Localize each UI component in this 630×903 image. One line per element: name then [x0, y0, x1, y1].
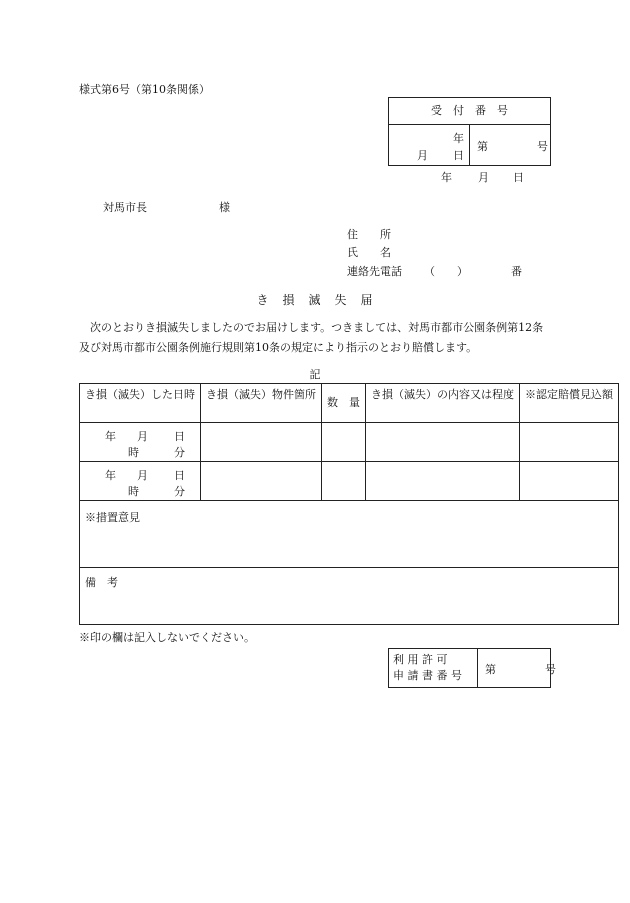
remarks-cell[interactable]	[80, 568, 619, 625]
phone-label: 連絡先電話	[347, 265, 402, 278]
content-cell[interactable]	[366, 462, 520, 501]
row2-month: 月	[137, 469, 148, 482]
col-header-location: き損（滅失）物件箇所	[201, 384, 322, 423]
footnote: ※印の欄は記入しないでください。	[79, 631, 255, 644]
row2-hour: 時	[128, 485, 139, 498]
form-number: 様式第6号（第10条関係）	[79, 83, 210, 96]
permit-number-cell	[478, 649, 556, 688]
address-label: 住 所	[347, 228, 391, 241]
receipt-date-cell	[389, 125, 470, 166]
receipt-month: 月	[417, 149, 428, 162]
row2-minute: 分	[174, 485, 185, 498]
detail-table	[79, 383, 619, 625]
measures-label: ※措置意見	[85, 511, 140, 524]
estimate-cell	[520, 462, 619, 501]
estimate-cell	[520, 423, 619, 462]
quantity-cell[interactable]	[322, 462, 366, 501]
col-header-quantity: 数 量	[322, 384, 366, 423]
table-row	[80, 462, 619, 501]
permit-label-line2: 申 請 書 番 号	[393, 669, 462, 682]
receipt-number-cell	[470, 125, 551, 166]
content-cell[interactable]	[366, 423, 520, 462]
row2-day: 日	[174, 469, 185, 482]
body-text: 次のとおりき損滅失しましたのでお届けします。つきましては、対馬市都市公園条例第12条及び対馬市都市公園条例施行規則第10条の規定により指示のとおり賠償します。	[79, 321, 544, 354]
receipt-year: 年	[453, 132, 464, 145]
submit-day: 日	[513, 171, 524, 184]
quantity-cell[interactable]	[322, 423, 366, 462]
permit-number-prefix: 第	[485, 663, 496, 676]
measures-cell	[80, 501, 619, 568]
remarks-label: 備 考	[85, 576, 118, 589]
row1-year: 年	[105, 430, 116, 443]
datetime-cell[interactable]	[80, 462, 201, 501]
receipt-number-suffix: 号	[537, 140, 548, 153]
name-label: 氏 名	[347, 246, 391, 259]
submit-month: 月	[478, 171, 489, 184]
row1-day: 日	[174, 430, 185, 443]
page-title: き 損 滅 失 届	[256, 293, 374, 307]
table-row	[80, 423, 619, 462]
location-cell[interactable]	[201, 462, 322, 501]
receipt-header: 受 付 番 号	[389, 98, 551, 125]
location-cell[interactable]	[201, 423, 322, 462]
receipt-day: 日	[453, 149, 464, 162]
receipt-number-prefix: 第	[477, 140, 488, 153]
row1-minute: 分	[174, 446, 185, 459]
permit-number-box	[388, 648, 556, 688]
row1-hour: 時	[128, 446, 139, 459]
phone-area-code: （ ）	[424, 265, 468, 278]
permit-number-suffix: 号	[545, 663, 556, 676]
phone-ban: 番	[511, 265, 522, 278]
receipt-number-box	[388, 97, 551, 166]
submit-year: 年	[441, 171, 452, 184]
datetime-cell[interactable]	[80, 423, 201, 462]
col-header-datetime: き損（滅失）した日時	[80, 384, 201, 423]
row1-month: 月	[137, 430, 148, 443]
col-header-content: き損（滅失）の内容又は程度	[366, 384, 520, 423]
permit-label-line1: 利 用 許 可	[393, 653, 448, 666]
addressee-honorific: 様	[219, 201, 230, 214]
row2-year: 年	[105, 469, 116, 482]
ki-label: 記	[309, 368, 321, 381]
addressee-name: 対馬市長	[103, 201, 147, 214]
permit-label-cell	[389, 649, 478, 688]
col-header-estimate: ※認定賠償見込額	[520, 384, 619, 423]
